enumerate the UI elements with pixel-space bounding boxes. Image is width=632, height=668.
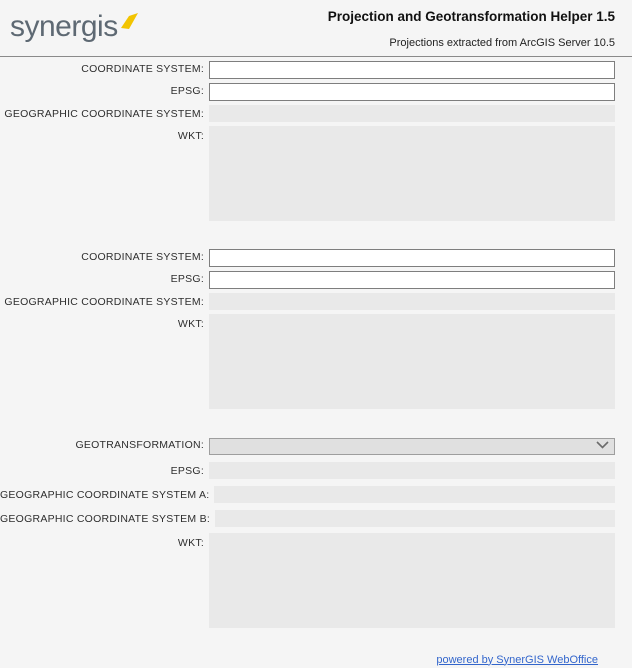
form-row <box>0 436 615 455</box>
epsg-label: EPSG: <box>170 85 204 97</box>
coordinate-system-input-2[interactable] <box>209 249 615 267</box>
wkt-value-3 <box>209 533 615 628</box>
logo-leaf-icon <box>120 13 139 30</box>
form-row <box>0 248 615 267</box>
form-row <box>0 533 615 628</box>
geotransformation-select-wrap <box>209 436 615 455</box>
form-row <box>0 293 615 310</box>
epsg-label: EPSG: <box>170 464 204 477</box>
geotransformation-select[interactable] <box>209 438 615 455</box>
geotransformation-label: GEOTRANSFORMATION: <box>75 439 204 451</box>
footer <box>0 650 615 668</box>
epsg-input-1[interactable] <box>209 83 615 101</box>
header-titles <box>328 9 615 49</box>
epsg-input-2[interactable] <box>209 271 615 289</box>
form-row <box>0 60 615 79</box>
main-content <box>0 57 632 668</box>
form-row <box>0 314 615 409</box>
wkt-value-1 <box>209 126 615 221</box>
coordinate-system-input-1[interactable] <box>209 61 615 79</box>
coordinate-system-label: COORDINATE SYSTEM: <box>81 251 204 263</box>
form-row <box>0 126 615 221</box>
form-row <box>0 270 615 289</box>
wkt-label: WKT: <box>177 536 204 549</box>
form-row <box>0 486 615 503</box>
geographic-coordinate-system-label: GEOGRAPHIC COORDINATE SYSTEM: <box>4 296 204 308</box>
header <box>0 0 632 57</box>
form-row <box>0 82 615 101</box>
geographic-coordinate-system-value-1 <box>209 105 615 122</box>
geographic-coordinate-system-b-value <box>215 510 615 527</box>
geographic-coordinate-system-label: GEOGRAPHIC COORDINATE SYSTEM: <box>4 108 204 120</box>
wkt-label: WKT: <box>177 130 204 142</box>
form-row <box>0 105 615 122</box>
page-title: Projection and Geotransformation Helper 1.5 <box>327 9 615 24</box>
geographic-coordinate-system-value-2 <box>209 293 615 310</box>
projection-section-1 <box>0 60 615 221</box>
projection-section-2 <box>0 248 615 409</box>
epsg-label: EPSG: <box>170 273 204 285</box>
powered-by-link[interactable]: powered by SynerGIS WebOffice <box>436 653 598 666</box>
geographic-coordinate-system-b-label: GEOGRAPHIC COORDINATE SYSTEM B: <box>0 512 210 525</box>
synergis-logo <box>10 12 139 42</box>
form-row <box>0 510 615 527</box>
geographic-coordinate-system-a-label: GEOGRAPHIC COORDINATE SYSTEM A: <box>0 488 210 501</box>
logo-text: synergis <box>10 10 118 43</box>
wkt-label: WKT: <box>177 318 204 330</box>
geotransformation-section <box>0 436 615 628</box>
page-subtitle: Projections extracted from ArcGIS Server 10.5 <box>389 37 615 49</box>
geographic-coordinate-system-a-value <box>214 486 615 503</box>
geotransformation-epsg-value <box>209 462 615 479</box>
coordinate-system-label: COORDINATE SYSTEM: <box>81 63 204 75</box>
wkt-value-2 <box>209 314 615 409</box>
form-row <box>0 462 615 479</box>
